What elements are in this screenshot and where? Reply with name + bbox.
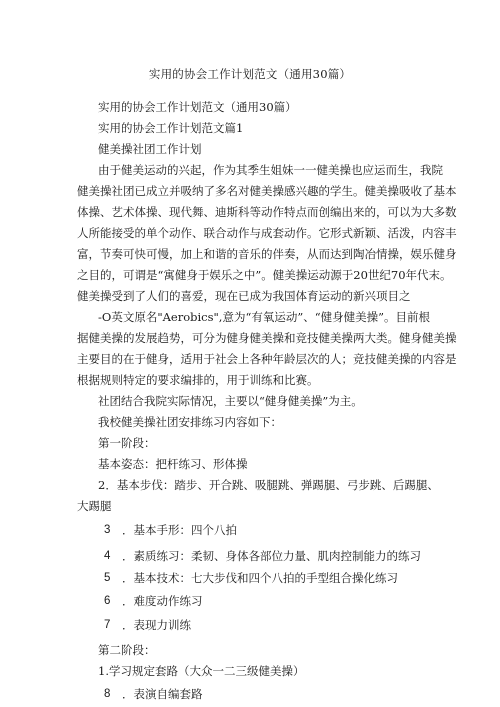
paragraph-line: 我校健美操社团安排练习内容如下： xyxy=(98,415,282,429)
list-number: 7 xyxy=(104,619,111,631)
list-number: 5 xyxy=(104,572,111,584)
list-item: ．表演自编套路 xyxy=(122,687,203,701)
list-item: ．素质练习：柔韧、身体各部位力量、肌肉控制能力的练习 xyxy=(122,549,421,563)
list-number: 3 xyxy=(104,524,111,536)
list-number: 4 xyxy=(104,550,111,562)
paragraph-line: 据健美操的发展趋势，可分为健身健美操和竞技健美操两大类。健身健美操 xyxy=(77,331,457,345)
list-number: 6 xyxy=(104,595,111,607)
paragraph-line: 体操、艺术体操、现代舞、迪斯科等动作特点而创编出来的，可以为大多数 xyxy=(77,205,457,219)
paragraph-line: -O英文原名"Aerobics",意为“有氧运动”、“健身健美操”。目前根 xyxy=(98,310,430,324)
paragraph-line: 之目的，可谓是“寓健身于娱乐之中”。健美操运动源于20世纪70年代末。 xyxy=(77,268,452,282)
paragraph-line: 主要目的在于健身，适用于社会上各种年龄层次的人；竞技健美操的内容是 xyxy=(77,352,457,366)
stage-heading: 第一阶段： xyxy=(98,436,156,450)
paragraph-line: 根据规则特定的要求编排的，用于训练和比赛。 xyxy=(77,373,319,387)
heading-collection: 实用的协会工作计划范文（通用30篇） xyxy=(98,100,297,114)
paragraph-line: 由于健美运动的兴起，作为其季生姐妹一一健美操也应运而生，我院 xyxy=(98,163,443,177)
heading-plan: 健美操社团工作计划 xyxy=(98,142,202,156)
list-item-continuation: 大踢腿 xyxy=(77,499,112,513)
paragraph-line: 健美操社团已成立并吸纳了多名对健美操感兴趣的学生。健美操吸收了基本 xyxy=(77,184,457,198)
list-item: ．基本技术：七大步伐和四个八拍的手型组合操化练习 xyxy=(122,571,398,585)
paragraph-line: 社团结合我院实际情况，主要以“健身健美操”为主。 xyxy=(98,394,363,408)
stage-heading: 第二阶段： xyxy=(98,643,156,657)
paragraph-line: 富，节奏可快可慢，加上和谐的音乐的伴奏，从而达到陶冶情操，娱乐健身 xyxy=(77,247,457,261)
list-item: 1.学习规定套路（大众一二三级健美操） xyxy=(98,664,305,678)
paragraph-line: 健美操受到了人们的喜爱，现在已成为我国体育运动的新兴项目之 xyxy=(77,289,411,303)
list-item: ．难度动作练习 xyxy=(122,594,203,608)
list-item: ．表现力训练 xyxy=(122,618,191,632)
list-item: 2．基本步伐：踏步、开合跳、吸腿跳、弹踢腿、弓步跳、后踢腿、 xyxy=(98,478,439,492)
paragraph-line: 人所能接受的单个动作、联合动作与成套动作。它形式新颖、活泼，内容丰 xyxy=(77,226,457,240)
heading-article-1: 实用的协会工作计划范文篇1 xyxy=(98,121,244,135)
list-number: 8 xyxy=(104,688,111,700)
document-title: 实用的协会工作计划范文（通用30篇） xyxy=(148,67,352,81)
list-item: 基本姿态：把杆练习、形体操 xyxy=(98,457,248,471)
list-item: ．基本手形：四个八拍 xyxy=(122,523,237,537)
